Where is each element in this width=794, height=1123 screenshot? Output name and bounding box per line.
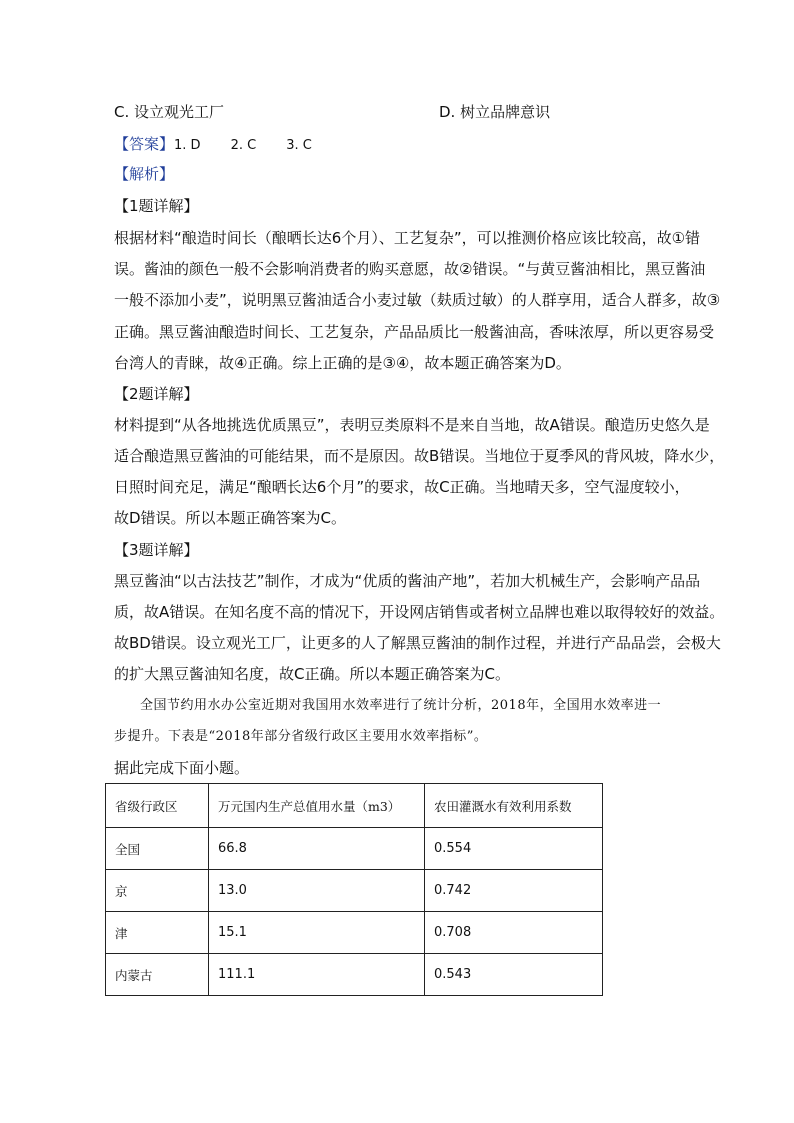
q2-header: 【2题详解】	[114, 385, 199, 403]
answer-item-3: 3. C	[286, 138, 312, 153]
table-header-cell: 省级行政区	[106, 784, 209, 828]
option-d: D. 树立品牌意识	[439, 103, 551, 121]
table-row	[106, 828, 603, 870]
q2-line-3: 日照时间充足，满足“酿晒长达6个月”的要求，故C正确。当地晴天多，空气湿度较小，	[114, 478, 690, 496]
q2-line-1: 材料提到“从各地挑选优质黑豆”，表明豆类原料不是来自当地，故A错误。酿造历史悠久是	[114, 416, 710, 434]
table-cell-water-use: 15.1	[209, 912, 425, 954]
table-row	[106, 870, 603, 912]
q3-line-4: 的扩大黑豆酱油知名度，故C正确。所以本题正确答案为C。	[114, 665, 510, 683]
analysis-tag: 【解析】	[114, 165, 175, 183]
option-c: C. 设立观光工厂	[114, 103, 225, 121]
table-cell-coefficient: 0.554	[425, 828, 603, 870]
table-cell-coefficient: 0.543	[425, 954, 603, 996]
table-cell-coefficient: 0.708	[425, 912, 603, 954]
table-cell-region: 津	[106, 912, 209, 954]
answer-item-1: 1. D	[174, 138, 201, 153]
q1-line-4: 正确。黑豆酱油酿造时间长、工艺复杂，产品品质比一般酱油高，香味浓厚，所以更容易受	[114, 323, 715, 341]
q1-line-5: 台湾人的青睐，故④正确。综上正确的是③④，故本题正确答案为D。	[114, 354, 571, 372]
material-line-1: 全国节约用水办公室近期对我国用水效率进行了统计分析，2018年，全国用水效率进一	[140, 698, 662, 713]
material-line-2: 步提升。下表是“2018年部分省级行政区主要用水效率指标”。	[114, 729, 488, 744]
answer-tag: 【答案】	[114, 135, 175, 153]
table-row	[106, 912, 603, 954]
q1-line-3: 一般不添加小麦”，说明黑豆酱油适合小麦过敏（麸质过敏）的人群享用，适合人群多，故③	[114, 291, 721, 309]
table-cell-region: 京	[106, 870, 209, 912]
table-cell-water-use: 111.1	[209, 954, 425, 996]
q3-header: 【3题详解】	[114, 541, 199, 559]
q3-line-2: 质，故A错误。在知名度不高的情况下，开设网店销售或者树立品牌也难以取得较好的效益。	[114, 603, 725, 621]
table-header-row	[106, 784, 603, 828]
q1-header: 【1题详解】	[114, 197, 199, 215]
table-cell-coefficient: 0.742	[425, 870, 603, 912]
table-cell-water-use: 13.0	[209, 870, 425, 912]
q1-line-1: 根据材料“酿造时间长（酿晒长达6个月）、工艺复杂”，可以推测价格应该比较高，故①错	[114, 229, 701, 247]
q2-line-2: 适合酿造黑豆酱油的可能结果，而不是原因。故B错误。当地位于夏季风的背风坡，降水少，	[114, 447, 725, 465]
q1-line-2: 误。酱油的颜色一般不会影响消费者的购买意愿，故②错误。“与黄豆酱油相比，黑豆酱油	[114, 260, 706, 278]
q3-line-3: 故BD错误。设立观光工厂，让更多的人了解黑豆酱油的制作过程，并进行产品品尝，会极大	[114, 634, 721, 652]
material-prompt: 据此完成下面小题。	[114, 759, 250, 777]
table-row	[106, 954, 603, 996]
water-efficiency-table	[105, 783, 603, 996]
answer-line	[114, 134, 312, 156]
table-header-cell: 农田灌溉水有效利用系数	[425, 784, 603, 828]
table-cell-water-use: 66.8	[209, 828, 425, 870]
answer-item-2: 2. C	[230, 138, 257, 153]
table-cell-region: 内蒙古	[106, 954, 209, 996]
table-cell-region: 全国	[106, 828, 209, 870]
q3-line-1: 黑豆酱油“以古法技艺”制作，才成为“优质的酱油产地”，若加大机械生产，会影响产品品	[114, 572, 701, 590]
q2-line-4: 故D错误。所以本题正确答案为C。	[114, 509, 347, 527]
table-header-cell: 万元国内生产总值用水量（m3）	[209, 784, 425, 828]
